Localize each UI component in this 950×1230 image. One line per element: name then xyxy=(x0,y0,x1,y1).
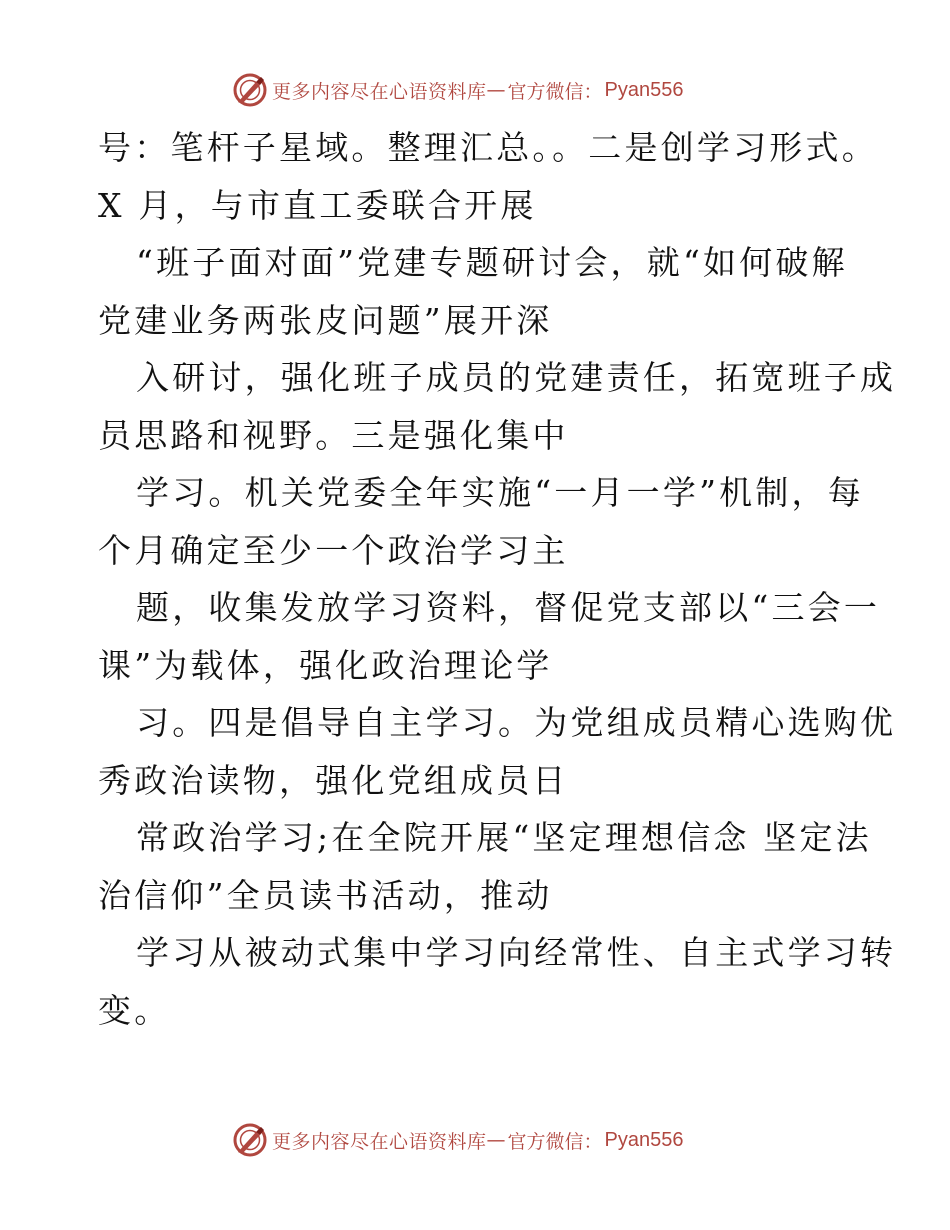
watermark-dash: — xyxy=(486,79,506,101)
body-line-13: 常政治学习;在全院开展“坚定理想信念 坚定法 xyxy=(136,818,872,857)
watermark-dash: — xyxy=(486,1129,506,1151)
document-body xyxy=(98,119,897,1039)
body-line-1: 号：笔杆子星域。整理汇总。。二是创学习形式。 xyxy=(98,128,878,167)
watermark-official-label: 官方微信： xyxy=(507,80,603,103)
body-line-5: 入研讨，强化班子成员的党建责任，拓宽班子成 xyxy=(136,358,897,397)
body-line-7: 学习。机关党委全年实施“一月一学”机制，每 xyxy=(136,473,864,512)
seal-pen-icon xyxy=(232,1122,268,1158)
watermark-site-text: 更多内容尽在心语资料库 xyxy=(272,80,487,103)
body-line-4: 党建业务两张皮问题”展开深 xyxy=(98,300,553,340)
footer-watermark xyxy=(232,1122,684,1158)
body-line-12: 秀政治读物，强化党组成员日 xyxy=(98,760,569,800)
watermark-official-label: 官方微信： xyxy=(507,1130,603,1153)
watermark-site-text: 更多内容尽在心语资料库 xyxy=(272,1130,487,1153)
watermark-wechat-id: Pyan556 xyxy=(604,78,684,101)
body-line-11: 习。四是倡导自主学习。为党组成员精心选购优 xyxy=(136,703,897,742)
body-line-9: 题，收集发放学习资料，督促党支部以“三会一 xyxy=(136,588,881,627)
body-line-2: X 月，与市直工委联合开展 xyxy=(98,185,537,225)
watermark-wechat-id: Pyan556 xyxy=(604,1128,684,1151)
body-line-6: 员思路和视野。三是强化集中 xyxy=(98,415,569,455)
body-line-10: 课”为载体，强化政治理论学 xyxy=(98,645,553,685)
body-line-15: 学习从被动式集中学习向经常性、自主式学习转 xyxy=(136,933,897,972)
header-watermark xyxy=(232,72,684,108)
body-line-14: 治信仰”全员读书活动，推动 xyxy=(98,875,553,915)
body-line-16: 变。 xyxy=(98,990,171,1030)
body-line-8: 个月确定至少一个政治学习主 xyxy=(98,530,569,570)
seal-pen-icon xyxy=(232,72,268,108)
body-line-3: “班子面对面”党建专题研讨会，就“如何破解 xyxy=(136,243,848,282)
